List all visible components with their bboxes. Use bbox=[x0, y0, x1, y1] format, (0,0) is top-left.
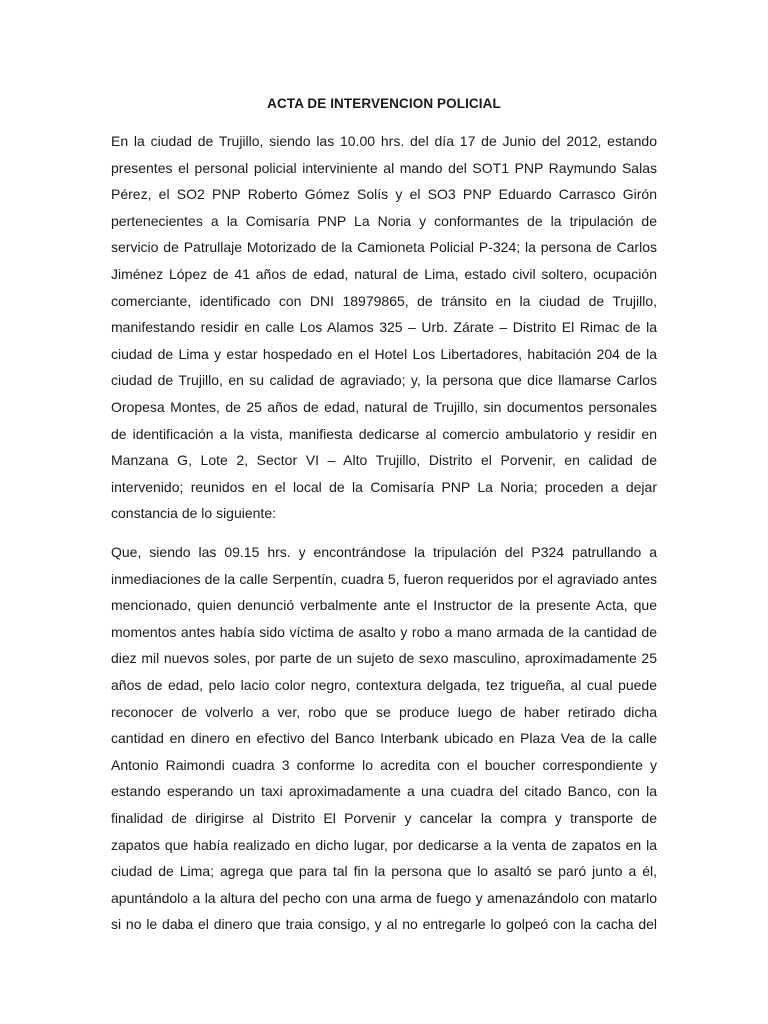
text-line: En la ciudad de Trujillo, siendo las 10.00 hrs. del día 17 de Junio del 2012, estando bbox=[111, 133, 657, 149]
text-line: inmediaciones de la calle Serpentín, cuadra 5, fueron requeridos por el agraviado antes bbox=[111, 570, 657, 587]
text-line: pertenecientes a la Comisaría PNP La Noria y conformantes de la tripulación de bbox=[111, 212, 657, 229]
text-line: ciudad de Trujillo, en su calidad de agraviado; y, la persona que dice llamarse Carlos bbox=[111, 372, 657, 389]
text-line: Oropesa Montes, de 25 años de edad, natural de Trujillo, sin documentos personales bbox=[111, 398, 657, 415]
text-line: cantidad en dinero en efectivo del Banco Interbank ubicado en Plaza Vea de la calle bbox=[111, 730, 657, 747]
paragraph-1 bbox=[111, 128, 657, 527]
text-line: Antonio Raimondi cuadra 3 conforme lo acredita con el boucher correspondiente y bbox=[111, 756, 657, 773]
text-line: servicio de Patrullaje Motorizado de la Camioneta Policial P-324; la persona de Carlos bbox=[111, 239, 657, 256]
text-line: estando esperando un taxi aproximadamente a una cuadra del citado Banco, con la bbox=[111, 783, 657, 800]
text-line: si no le daba el dinero que traia consigo, y al no entregarle lo golpeó con la cacha del bbox=[111, 916, 657, 933]
text-line: Manzana G, Lote 2, Sector VI – Alto Trujillo, Distrito el Porvenir, en calidad de bbox=[111, 452, 657, 469]
text-line: de identificación a la vista, manifiesta dedicarse al comercio ambulatorio y residir en bbox=[111, 425, 657, 442]
paragraph-2 bbox=[111, 539, 657, 938]
text-line: Pérez, el SO2 PNP Roberto Gómez Solís y el SO3 PNP Eduardo Carrasco Girón bbox=[111, 186, 657, 203]
text-line: zapatos que había realizado en dicho lugar, por dedicarse a la venta de zapatos en la bbox=[111, 836, 657, 853]
text-line: reconocer de volverlo a ver, robo que se produce luego de haber retirado dicha bbox=[111, 703, 657, 720]
text-line: diez mil nuevos soles, por parte de un sujeto de sexo masculino, aproximadamente 25 bbox=[111, 650, 657, 667]
text-line: constancia de lo siguiente: bbox=[111, 505, 276, 522]
text-line: Jiménez López de 41 años de edad, natural de Lima, estado civil soltero, ocupación bbox=[111, 265, 657, 282]
text-line: comerciante, identificado con DNI 18979865, de tránsito en la ciudad de Trujillo, bbox=[111, 292, 657, 309]
text-line: Que, siendo las 09.15 hrs. y encontrándose la tripulación del P324 patrullando a bbox=[111, 544, 657, 560]
text-line: intervenido; reunidos en el local de la Comisaría PNP La Noria; proceden a dejar bbox=[111, 478, 657, 495]
text-line: mencionado, quien denunció verbalmente ante el Instructor de la presente Acta, que bbox=[111, 597, 657, 614]
text-line: apuntándolo a la altura del pecho con una arma de fuego y amenazándolo con matarlo bbox=[111, 889, 657, 906]
text-line: momentos antes había sido víctima de asalto y robo a mano armada de la cantidad de bbox=[111, 623, 657, 640]
text-line: presentes el personal policial interviniente al mando del SOT1 PNP Raymundo Salas bbox=[111, 159, 657, 176]
text-line: ciudad de Lima y estar hospedado en el Hotel Los Libertadores, habitación 204 de la bbox=[111, 345, 657, 362]
text-line: años de edad, pelo lacio color negro, contextura delgada, tez trigueña, al cual puede bbox=[111, 676, 657, 693]
document-title: ACTA DE INTERVENCION POLICIAL bbox=[267, 96, 501, 111]
text-line: ciudad de Lima; agrega que para tal fin la persona que lo asaltó se paró junto a él, bbox=[111, 863, 657, 880]
text-line: finalidad de dirigirse al Distrito El Porvenir y cancelar la compra y transporte de bbox=[111, 809, 657, 826]
text-line: manifestando residir en calle Los Alamos 325 – Urb. Zárate – Distrito El Rimac de la bbox=[111, 319, 657, 336]
